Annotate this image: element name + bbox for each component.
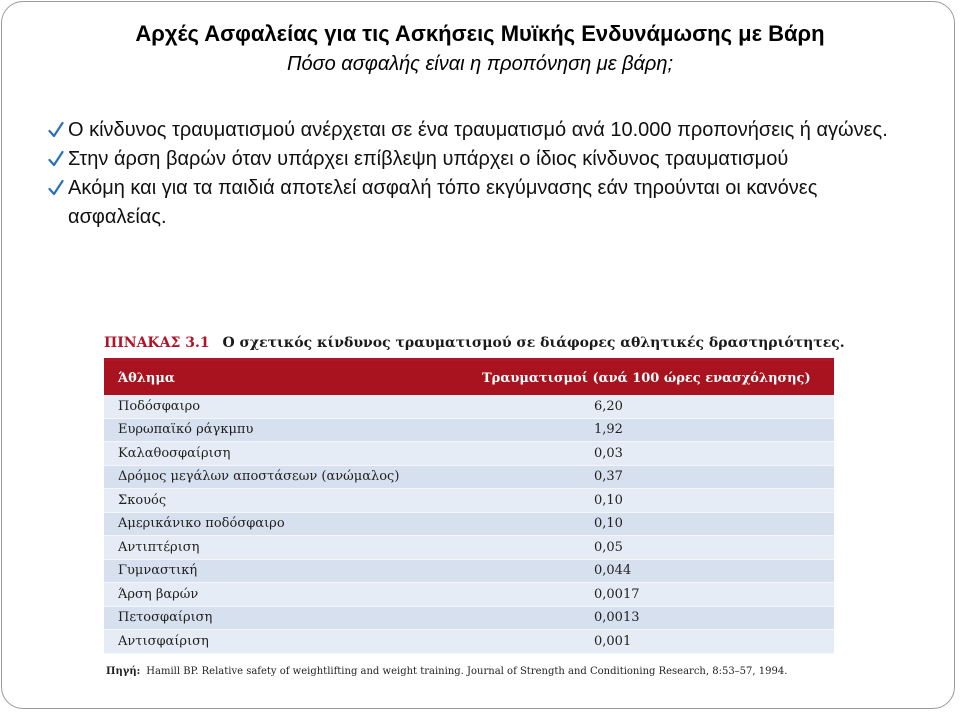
injury-table: [104, 361, 834, 654]
checkmark-icon: [48, 150, 64, 168]
cell-rate-value: 6,20: [594, 398, 623, 414]
cell-sport: Ποδόσφαιρο: [104, 395, 482, 418]
header-rate-text: Τραυματισμοί (ανά 100 ώρες ενασχόλησης): [482, 370, 811, 386]
cell-rate-value: 0,10: [594, 516, 623, 532]
cell-rate: [482, 465, 834, 489]
cell-sport: Πετοσφαίριση: [104, 606, 482, 630]
checkmark-icon: [48, 121, 64, 139]
bullet-text: Στην άρση βαρών όταν υπάρχει επίβλεψη υπάρχει ο ίδιος κίνδυνος τραυματισμού: [68, 148, 789, 170]
bullet-list: [48, 116, 908, 232]
table-source: [104, 666, 834, 677]
bullet-item: [48, 116, 908, 145]
cell-sport: Αντισφαίριση: [104, 630, 482, 654]
cell-rate: [482, 536, 834, 560]
cell-rate-value: 1,92: [594, 422, 623, 438]
cell-sport: Γυμναστική: [104, 559, 482, 583]
bullet-item: [48, 174, 908, 232]
source-label: Πηγή:: [106, 665, 141, 677]
cell-sport: Αντιπτέριση: [104, 536, 482, 560]
table-caption: [104, 330, 845, 356]
cell-rate-value: 0,10: [594, 492, 623, 508]
cell-sport: Αμερικάνικο ποδόσφαιρο: [104, 512, 482, 536]
cell-rate: [482, 583, 834, 607]
cell-rate-value: 0,0013: [594, 610, 640, 626]
bullet-text: Ο κίνδυνος τραυματισμού ανέρχεται σε ένα τραυματισμό ανά 10.000 προπονήσεις ή αγώνες.: [68, 119, 888, 141]
table-row: [104, 465, 834, 489]
injury-table-figure: [104, 330, 845, 677]
cell-rate: [482, 442, 834, 466]
table-row: [104, 395, 834, 418]
table-row: [104, 489, 834, 513]
table-row: [104, 606, 834, 630]
table-row: [104, 583, 834, 607]
cell-sport: Δρόμος μεγάλων αποστάσεων (ανώμαλος): [104, 465, 482, 489]
table-row: [104, 418, 834, 442]
slide-title: Αρχές Ασφαλείας για τις Ασκήσεις Μυϊκής Ενδυνάμωσης με Βάρη: [135, 21, 825, 46]
cell-rate-value: 0,044: [594, 563, 632, 579]
table-header-row: [104, 361, 834, 395]
cell-rate: [482, 630, 834, 654]
bullet-text: Ακόμη και για τα παιδιά αποτελεί ασφαλή τόπο εκγύμνασης εάν τηρούνται οι κανόνες ασφαλείας.: [68, 177, 818, 228]
cell-rate-value: 0,37: [594, 469, 623, 485]
cell-rate-value: 0,0017: [594, 586, 640, 602]
table-row: [104, 536, 834, 560]
bullet-item: [48, 145, 908, 174]
table-row: [104, 630, 834, 654]
cell-sport: Άρση βαρών: [104, 583, 482, 607]
cell-rate: [482, 418, 834, 442]
table-row: [104, 512, 834, 536]
table-caption-text: Ο σχετικός κίνδυνος τραυματισμού σε διάφορες αθλητικές δραστηριότητες.: [222, 335, 845, 351]
cell-rate-value: 0,001: [594, 633, 632, 649]
cell-sport: Καλαθοσφαίριση: [104, 442, 482, 466]
cell-rate: [482, 606, 834, 630]
cell-sport: Σκουός: [104, 489, 482, 513]
cell-rate: [482, 512, 834, 536]
checkmark-icon: [48, 179, 64, 197]
cell-rate: [482, 489, 834, 513]
source-text: Hamill BP. Relative safety of weightlifting and weight training. Journal of Strength and Conditioning Research, 8:53–57, 1994.: [146, 665, 788, 677]
slide-subtitle: Πόσο ασφαλής είναι η προπόνηση με βάρη;: [286, 53, 674, 75]
cell-rate: [482, 395, 834, 418]
cell-rate-value: 0,05: [594, 539, 623, 555]
header-sport: Άθλημα: [104, 361, 482, 395]
cell-rate-value: 0,03: [594, 445, 623, 461]
table-label: ΠΙΝΑΚΑΣ 3.1: [104, 335, 210, 351]
cell-rate: [482, 559, 834, 583]
header-rate: [482, 361, 834, 395]
table-row: [104, 442, 834, 466]
table-row: [104, 559, 834, 583]
cell-sport: Ευρωπαϊκό ράγκμπυ: [104, 418, 482, 442]
